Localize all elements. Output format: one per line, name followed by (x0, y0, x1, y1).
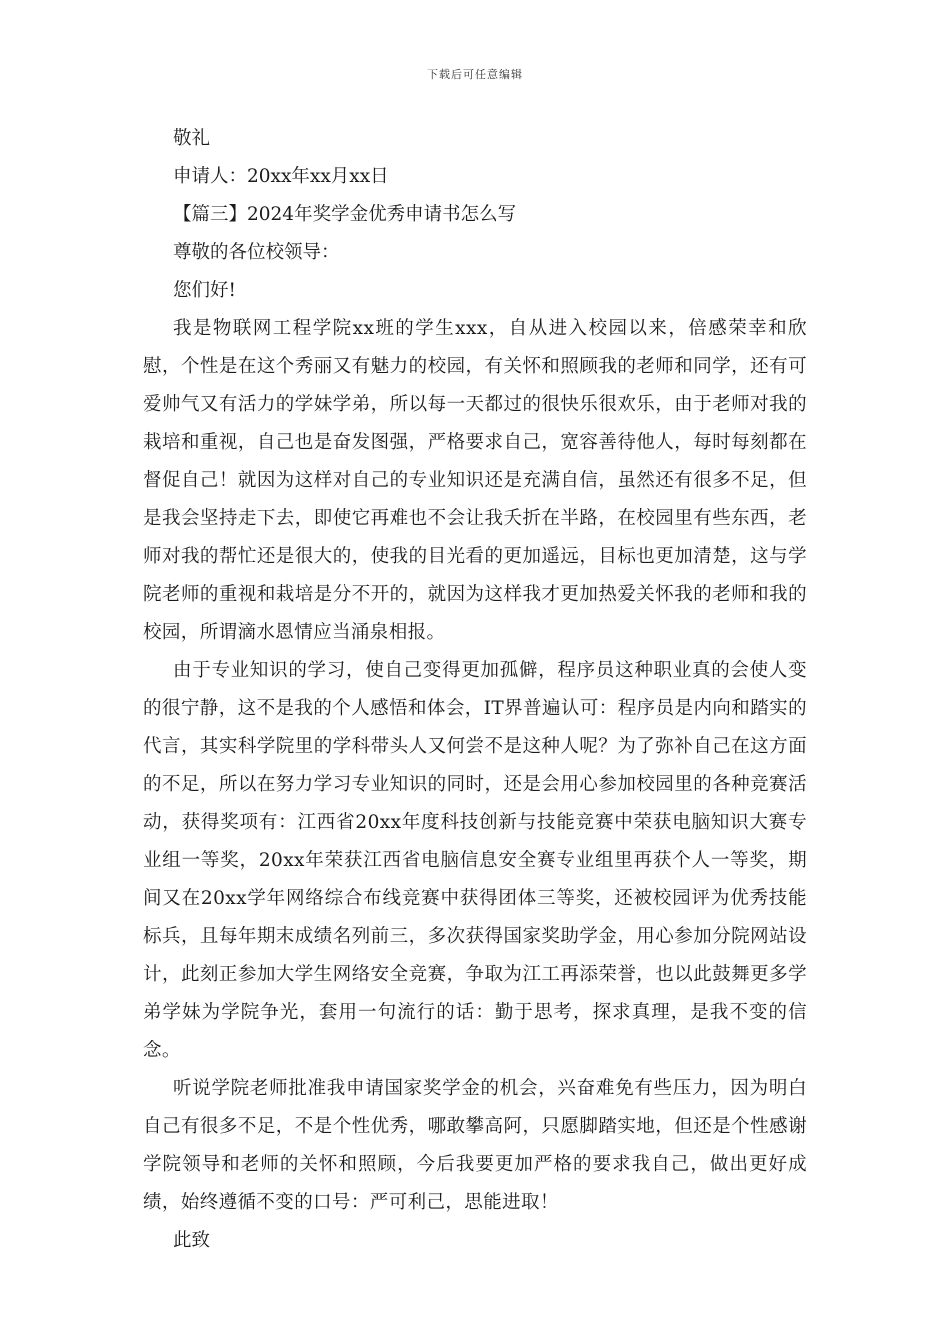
document-body (143, 120, 807, 1260)
paragraph-3: 听说学院老师批准我申请国家奖学金的机会，兴奋难免有些压力，因为明白自己有很多不足，不是个性优秀，哪敢攀高阿，只愿脚踏实地，但还是个性感谢学院领导和老师的关怀和照顾，今后我要更加严格的要求我自己，做出更好成绩，始终遵循不变的口号：严可利己，思能进取！ (143, 1078, 807, 1213)
closing-salute: 敬礼 (173, 128, 211, 149)
page-header-note: 下载后可任意编辑 (427, 68, 523, 81)
body-paragraphs (143, 310, 807, 1222)
applicant-line: 申请人：20xx年xx月xx日 (173, 166, 389, 187)
section-title: 【篇三】2024年奖学金优秀申请书怎么写 (173, 204, 517, 225)
paragraph-2: 由于专业知识的学习，使自己变得更加孤僻，程序员这种职业真的会使人变的很宁静，这不是我的个人感悟和体会，IT界普遍认可：程序员是内向和踏实的代言，其实科学院里的学科带头人又何尝不是这种人呢？为了弥补自己在这方面的不足，所以在努力学习专业知识的同时，还是会用心参加校园里的各种竞赛活动，获得奖项有：江西省20xx年度科技创新与技能竞赛中荣获电脑知识大赛专业组一等奖，20xx年荣获江西省电脑信息安全赛专业组里再获个人一等奖，期间又在20xx学年网络综合布线竞赛中获得团体三等奖，还被校园评为优秀技能标兵，且每年期末成绩名列前三，多次获得国家奖助学金，用心参加分院网站设计，此刻正参加大学生网络安全竞赛，争取为江工再添荣誉，也以此鼓舞更多学弟学妹为学院争光，套用一句流行的话：勤于思考，探求真理，是我不变的信念。 (143, 660, 807, 1061)
greeting-recipient: 尊敬的各位校领导： (173, 242, 340, 263)
closing-to: 此致 (173, 1230, 211, 1251)
paragraph-1: 我是物联网工程学院xx班的学生xxx，自从进入校园以来，倍感荣幸和欣慰，个性是在这个秀丽又有魅力的校园，有关怀和照顾我的老师和同学，还有可爱帅气又有活力的学妹学弟，所以每一天都过的很快乐很欢乐，由于老师对我的栽培和重视，自己也是奋发图强，严格要求自己，宽容善待他人，每时每刻都在督促自己！就因为这样对自己的专业知识还是充满自信，虽然还有很多不足，但是我会坚持走下去，即使它再难也不会让我夭折在半路，在校园里有些东西，老师对我的帮忙还是很大的，使我的目光看的更加遥远，目标也更加清楚，这与学院老师的重视和栽培是分不开的，就因为这样我才更加热爱关怀我的老师和我的校园，所谓滴水恩情应当涌泉相报。 (143, 318, 807, 643)
greeting-hello: 您们好! (173, 280, 236, 301)
